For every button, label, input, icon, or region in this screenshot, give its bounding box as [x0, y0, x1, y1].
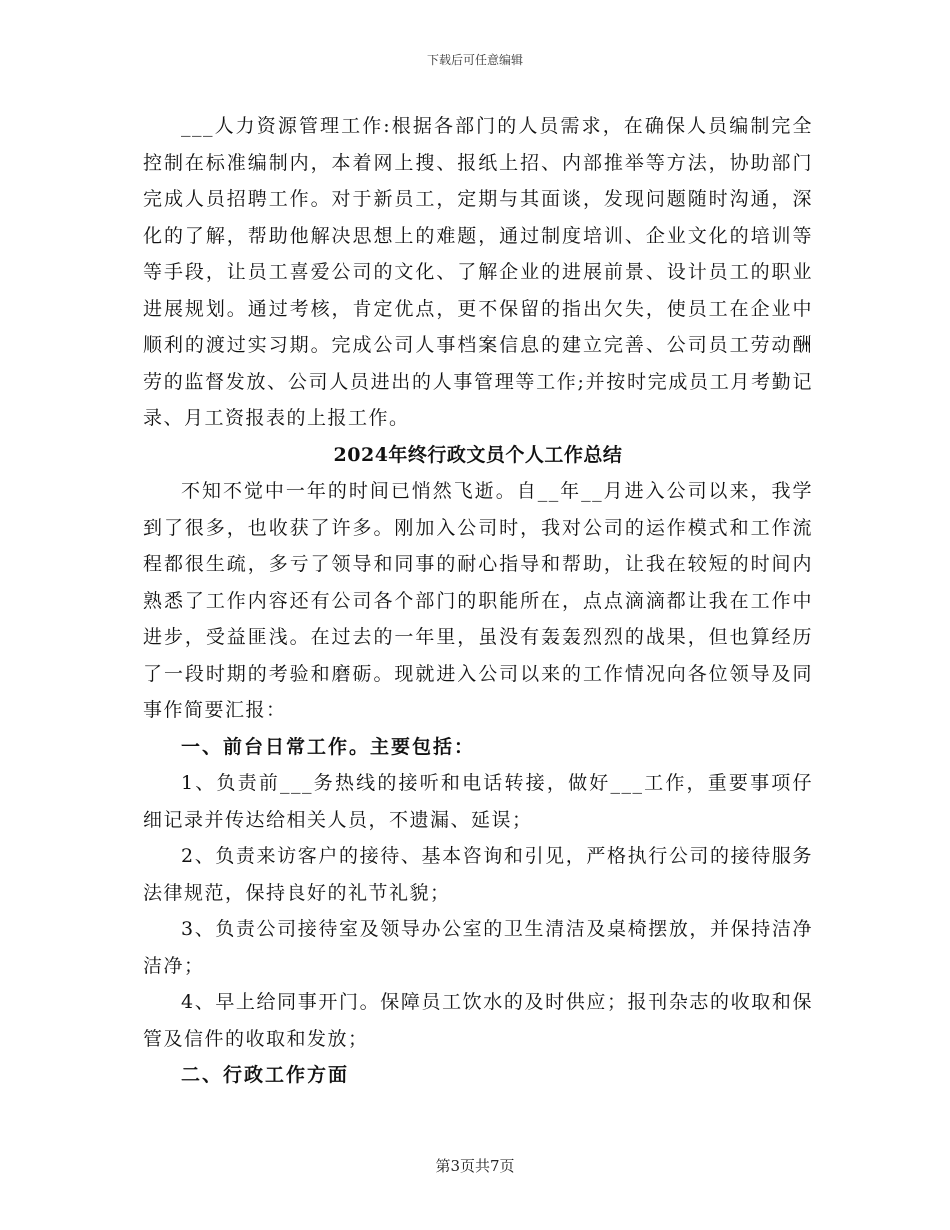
page-header: 下载后可任意编辑: [426, 53, 523, 67]
document-body: [143, 108, 813, 1094]
list-item-4: 4、早上给同事开门。保障员工饮水的及时供应；报刊杂志的收取和保管及信件的收取和发放；: [143, 991, 813, 1050]
list-item-1: 1、负责前___务热线的接听和电话转接，做好___工作，重要事项仔细记录并传达给相关人员，不遗漏、延误；: [143, 772, 813, 831]
heading-front-desk: 一、前台日常工作。主要包括：: [181, 735, 476, 758]
page-number: 第3页共7页: [435, 1157, 515, 1175]
list-item-3: 3、负责公司接待室及领导办公室的卫生清洁及桌椅摆放，并保持洁净洁净；: [143, 918, 813, 977]
section-title: 2024年终行政文员个人工作总结: [333, 443, 623, 466]
heading-admin-work: 二、行政工作方面: [181, 1064, 350, 1086]
list-item-2: 2、负责来访客户的接待、基本咨询和引见，严格执行公司的接待服务法律规范，保持良好的礼节礼貌；: [143, 845, 813, 904]
intro-paragraph: 不知不觉中一年的时间已悄然飞逝。自__年__月进入公司以来，我学到了很多，也收获了许多。刚加入公司时，我对公司的运作模式和工作流程都很生疏，多亏了领导和同事的耐心指导和帮助，让我在较短的时间内熟悉了工作内容还有公司各个部门的职能所在，点点滴滴都让我在工作中进步，受益匪浅。在过去的一年里，虽没有轰轰烈烈的战果，但也算经历了一段时期的考验和磨砺。现就进入公司以来的工作情况向各位领导及同事作简要汇报：: [143, 480, 813, 721]
hr-work-paragraph: ___人力资源管理工作:根据各部门的人员需求，在确保人员编制完全控制在标准编制内，本着网上搜、报纸上招、内部推举等方法，协助部门完成人员招聘工作。对于新员工，定期与其面谈，发现问题随时沟通，深化的了解，帮助他解决思想上的难题，通过制度培训、企业文化的培训等等手段，让员工喜爱公司的文化、了解企业的进展前景、设计员工的职业进展规划。通过考核，肯定优点，更不保留的指出欠失，使员工在企业中顺利的渡过实习期。完成公司人事档案信息的建立完善、公司员工劳动酬劳的监督发放、公司人员进出的人事管理等工作;并按时完成员工月考勤记录、月工资报表的上报工作。: [143, 115, 813, 429]
